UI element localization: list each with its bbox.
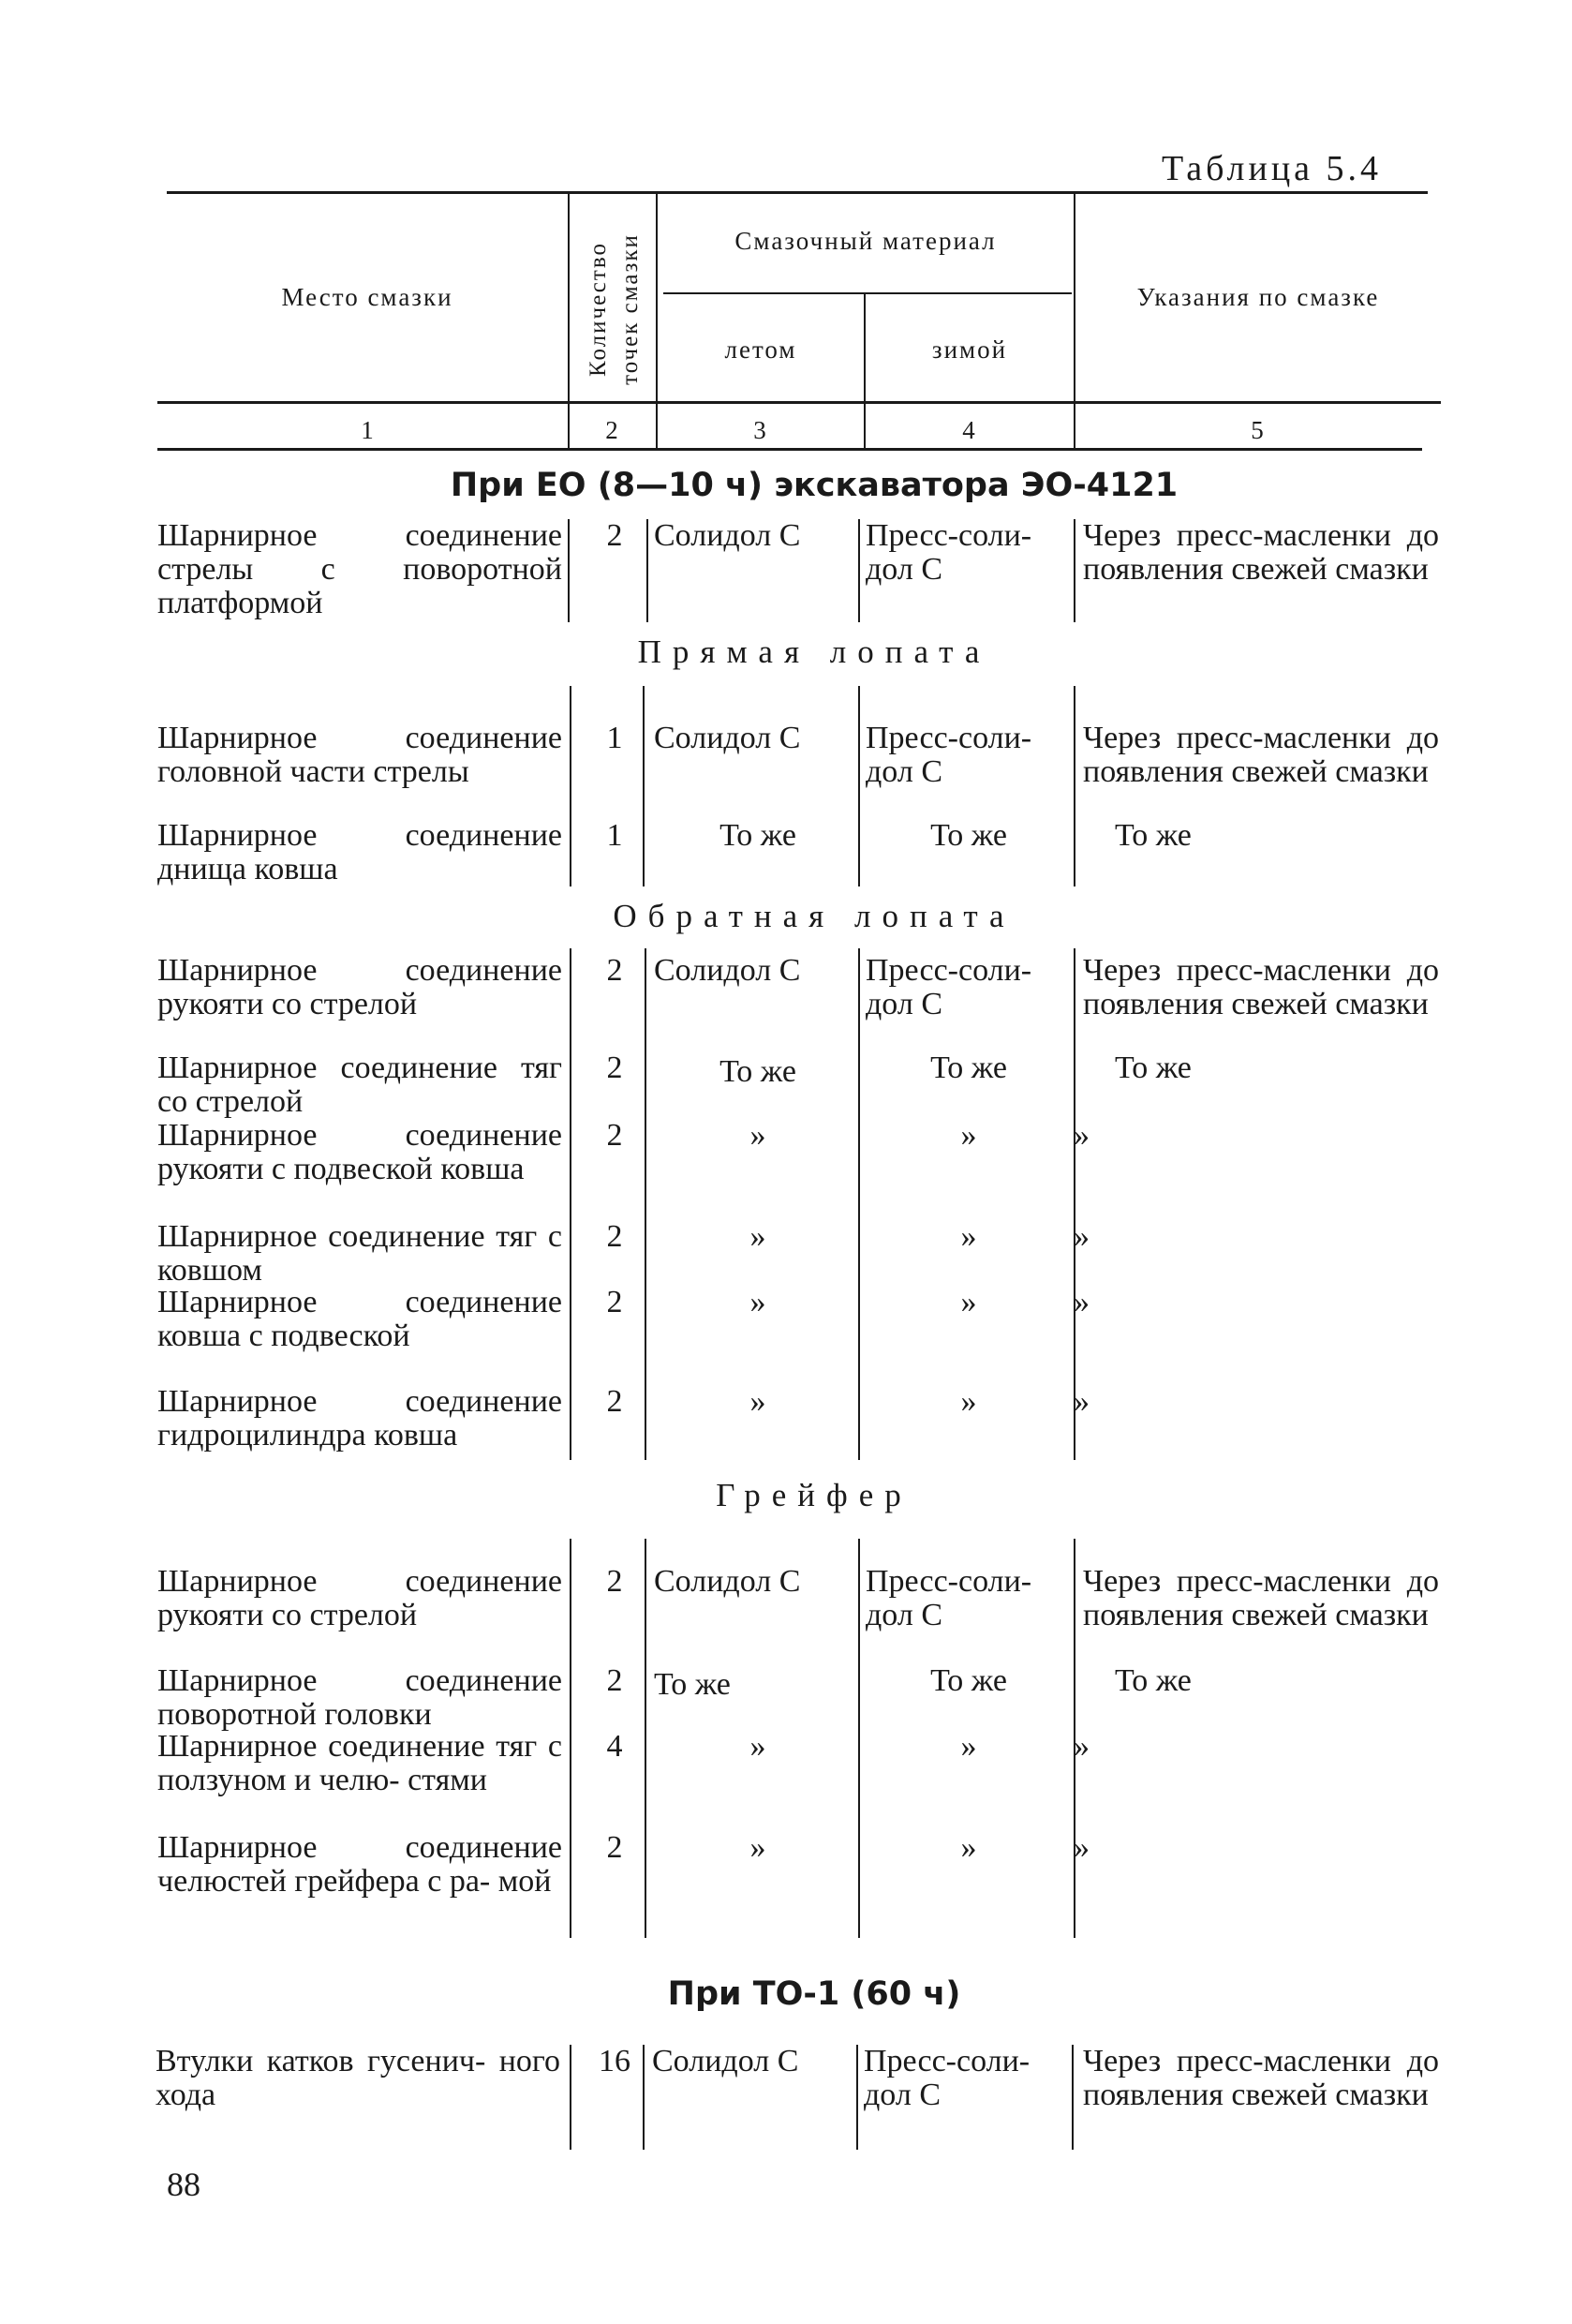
block3-divider-3 (858, 948, 860, 1460)
col-number-4: 4 (962, 416, 975, 444)
cell-summer: Солидол С (652, 2044, 799, 2078)
cell-place: Шарнирное соединение днища ковша (157, 818, 562, 886)
cell-note: То же (1115, 1663, 1192, 1698)
col-number-1: 1 (361, 416, 374, 444)
cell-place: Шарнирное соединение поворотной головки (157, 1663, 562, 1732)
cell-note: » (1074, 1219, 1090, 1254)
block2-divider-4 (1074, 686, 1075, 886)
section-shovel: Прямая лопата (637, 633, 991, 670)
cell-winter: То же (930, 818, 1007, 853)
block2-divider-3 (858, 686, 860, 886)
cell-winter: » (960, 1729, 977, 1764)
table-caption: Таблица 5.4 (1162, 149, 1383, 188)
block5-divider-3 (856, 2045, 858, 2150)
cell-note: » (1074, 1118, 1090, 1153)
cell-place: Шарнирное соединение стрелы с поворотной платформой (157, 518, 562, 620)
cell-summer: Солидол С (654, 1564, 801, 1599)
cell-count: 1 (606, 721, 623, 755)
cell-winter: Пресс-соли- дол С (864, 2044, 1031, 2112)
cell-count: 2 (606, 1830, 623, 1865)
cell-count: 2 (606, 1663, 623, 1698)
cell-winter: » (960, 1219, 977, 1254)
cell-count: 2 (606, 953, 623, 988)
cell-winter: То же (930, 1050, 1007, 1085)
cell-place: Втулки катков гусенич- ного хода (156, 2044, 560, 2112)
page-number: 88 (167, 2166, 200, 2203)
section-backhoe: Обратная лопата (613, 898, 1016, 934)
cell-count: 2 (606, 1219, 623, 1254)
cell-note: Через пресс-масленки до появления свежей смазки (1083, 2044, 1439, 2112)
cell-winter: Пресс-соли- дол С (866, 953, 1032, 1021)
cell-place: Шарнирное соединение тяг со стрелой (157, 1050, 562, 1119)
cell-note: » (1074, 1285, 1090, 1319)
cell-summer: » (749, 1285, 766, 1319)
cell-count: 1 (606, 818, 623, 853)
header-col-count-line2: точек смазки (617, 233, 643, 385)
cell-summer: То же (719, 1054, 796, 1089)
cell-summer: То же (719, 818, 796, 853)
cell-note: Через пресс-масленки до появления свежей смазки (1083, 953, 1439, 1021)
cell-summer: » (749, 1830, 766, 1865)
cell-note: Через пресс-масленки до появления свежей смазки (1083, 721, 1439, 789)
cell-count: 2 (606, 1285, 623, 1319)
cell-place: Шарнирное соединение рукояти со стрелой (157, 953, 562, 1021)
cell-summer: То же (654, 1667, 731, 1702)
cell-place: Шарнирное соединение тяг с ковшом (157, 1219, 562, 1288)
cell-summer: Солидол С (654, 721, 801, 755)
block5-divider-4 (1072, 2045, 1074, 2150)
col-number-5: 5 (1251, 416, 1264, 444)
header-col-summer: летом (724, 335, 797, 364)
block1-divider-3 (858, 519, 860, 622)
cell-summer: » (749, 1118, 766, 1153)
header-top-rule (167, 191, 1428, 194)
header-col-place: Место смазки (281, 283, 453, 311)
cell-winter: Пресс-соли- дол С (866, 721, 1032, 789)
cell-count: 2 (606, 1564, 623, 1599)
col-number-2: 2 (605, 416, 618, 444)
cell-note: » (1074, 1384, 1090, 1419)
cell-winter: » (960, 1285, 977, 1319)
block1-divider-4 (1074, 519, 1075, 622)
cell-note: Через пресс-масленки до появления свежей смазки (1083, 1564, 1439, 1632)
cell-count: 2 (606, 1118, 623, 1153)
block4-divider-1 (570, 1539, 571, 1938)
cell-place: Шарнирное соединение тяг с ползуном и челю- стями (157, 1729, 562, 1797)
block5-divider-1 (570, 2045, 571, 2150)
cell-winter: Пресс-соли- дол С (866, 1564, 1032, 1632)
cell-count: 4 (606, 1729, 623, 1764)
cell-summer: » (749, 1384, 766, 1419)
section-to1: При ТО-1 (60 ч) (667, 1975, 961, 2013)
section-eo: При ЕО (8—10 ч) экскаватора ЭО-4121 (450, 467, 1179, 504)
header-group-lubricant: Смазочный материал (734, 227, 997, 255)
cell-note: То же (1115, 818, 1192, 853)
cell-note: » (1074, 1729, 1090, 1764)
cell-count: 2 (606, 1384, 623, 1419)
cell-summer: Солидол С (654, 953, 801, 988)
block2-divider-1 (570, 686, 571, 886)
cell-count: 2 (606, 1050, 623, 1085)
header-divider-4 (1074, 193, 1075, 448)
header-divider-1 (568, 193, 570, 448)
cell-winter: То же (930, 1663, 1007, 1698)
block3-divider-1 (570, 948, 571, 1460)
cell-summer: Солидол С (654, 518, 801, 553)
cell-note: Через пресс-масленки до появления свежей смазки (1083, 518, 1439, 587)
header-col-instructions: Указания по смазке (1136, 283, 1380, 311)
header-group-rule (663, 292, 1072, 294)
cell-winter: » (960, 1118, 977, 1153)
cell-summer: » (749, 1729, 766, 1764)
header-col-winter: зимой (931, 335, 1008, 364)
cell-summer: » (749, 1219, 766, 1254)
header-col-count (573, 204, 656, 392)
cell-note: То же (1115, 1050, 1192, 1085)
block2-divider-2 (643, 686, 645, 886)
col-number-3: 3 (753, 416, 766, 444)
cell-place: Шарнирное соединение рукояти со стрелой (157, 1564, 562, 1632)
numbers-bottom-rule (157, 448, 1422, 451)
cell-count: 2 (606, 518, 623, 553)
cell-winter: » (960, 1384, 977, 1419)
cell-winter: » (960, 1830, 977, 1865)
cell-place: Шарнирное соединение головной части стрелы (157, 721, 562, 789)
cell-note: » (1074, 1830, 1090, 1865)
cell-winter: Пресс-соли- дол С (866, 518, 1032, 587)
cell-count: 16 (599, 2044, 630, 2078)
cell-place: Шарнирное соединение гидроцилиндра ковша (157, 1384, 562, 1452)
cell-place: Шарнирное соединение челюстей грейфера с ра- мой (157, 1830, 562, 1899)
header-bottom-rule (157, 401, 1441, 404)
cell-place: Шарнирное соединение рукояти с подвеской ковша (157, 1118, 562, 1186)
block3-divider-2 (645, 948, 646, 1460)
header-col-count-line1: Количество (586, 242, 611, 377)
section-grab: Грейфер (716, 1477, 912, 1513)
cell-place: Шарнирное соединение ковша с подвеской (157, 1285, 562, 1353)
block1-divider-1 (568, 519, 570, 622)
